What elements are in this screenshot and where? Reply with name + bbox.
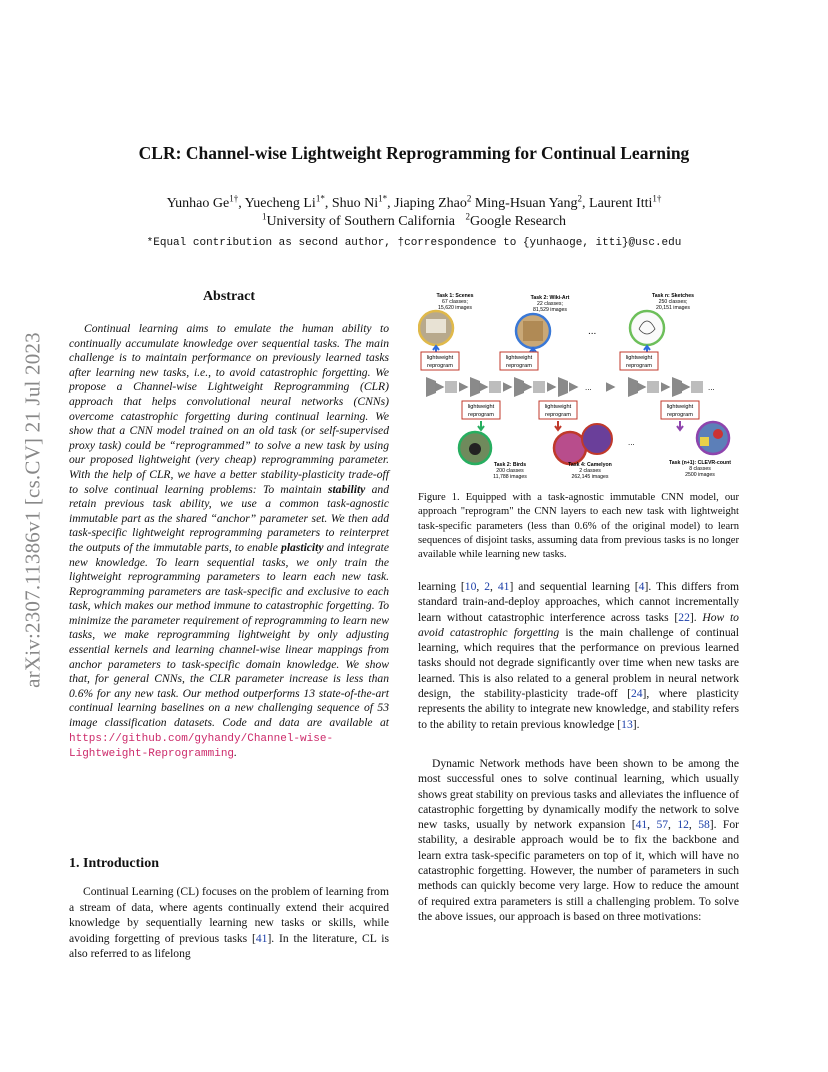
citation[interactable]: 41 (255, 931, 268, 945)
layer-icon (470, 377, 480, 397)
affiliation-name: Google Research (470, 214, 567, 229)
text-run: ], where plasticity represents the ability to integrate new knowledge, and stability refers to the ability to retain previous knowledge [ (418, 687, 739, 731)
task-classes: 8 classes (689, 466, 711, 472)
task-classes: 2 classes (579, 468, 601, 474)
equal-contribution-note: *Equal contribution as second author, †correspondence to {yunhaoge, itti}@usc.edu (146, 237, 682, 249)
citation[interactable]: 13 (621, 717, 633, 731)
text-run: , (476, 580, 485, 593)
lock-icon (691, 381, 703, 393)
task-title: Task 1: Scenes (436, 293, 474, 299)
box-line-1: lightweight (467, 404, 495, 410)
task-title: Task 2: Wiki-Art (530, 295, 570, 301)
bird-shape-icon (469, 443, 481, 455)
task-images: 2500 images (685, 472, 715, 478)
box-line-2: reprogram (667, 412, 693, 418)
text-run: , (668, 818, 678, 832)
task-images: 81,529 images (532, 307, 568, 313)
layer-icon (514, 377, 524, 397)
introduction-paragraph (69, 884, 389, 962)
code-link[interactable]: https://github.com/gyhandy/Channel-wise-Lightweight-Reprogramming (69, 732, 334, 761)
lightweight-reprogram-box (620, 352, 658, 370)
affiliation-superscript: 2 (465, 211, 471, 222)
lightweight-reprogram-box (421, 352, 459, 370)
scene-window-icon (426, 319, 446, 333)
box-line-2: reprogram (506, 363, 532, 369)
author-superscript: 1† (652, 193, 662, 204)
affiliation-superscript: 1 (261, 211, 267, 222)
figure-1-diagram (418, 289, 739, 485)
layer-icon (426, 377, 436, 397)
author-superscript: 2 (577, 193, 583, 204)
abstract-bold-stability: stability (327, 482, 366, 496)
citation[interactable]: 41 (497, 580, 510, 593)
text-run: ] and sequential learning [ (509, 580, 639, 593)
text-run: learning [ (418, 580, 465, 593)
right-column-paragraph-1 (418, 579, 739, 732)
task-classes: 22 classes; (537, 301, 563, 307)
lock-icon (647, 381, 659, 393)
affiliation-list (0, 211, 828, 230)
author-name: Yunhao Ge (166, 196, 230, 211)
arrow-down-icon (478, 421, 484, 430)
lightweight-reprogram-box (462, 401, 500, 419)
task-classes: 67 classes; (442, 299, 468, 305)
abstract-part-4: . (234, 746, 237, 760)
italic-phrase: How to avoid catastrophic forgetting (418, 610, 739, 639)
text-run: ]. (689, 610, 703, 624)
task-label-top-1 (436, 293, 473, 311)
citation[interactable]: 57 (656, 818, 669, 832)
clevr-sphere-icon (713, 429, 723, 439)
box-line-2: reprogram (545, 412, 571, 418)
task-images: 15,620 images (437, 305, 473, 311)
task-label-top-2 (531, 295, 570, 313)
task-label-bottom-1 (493, 462, 527, 480)
affiliation-name: University of Southern California (266, 214, 456, 229)
arrow-down-icon (555, 421, 561, 430)
paper-title: CLR: Channel-wise Lightweight Reprogramming for Continual Learning (138, 143, 690, 163)
author-superscript: 1* (315, 193, 325, 204)
sketch-image-icon (630, 311, 664, 345)
abstract-part-3: and integrate new knowledge. To learn sequential tasks, we only train the lightweight reprogramming parameters to learn each new task. Reprogramming parameters are task-specific and exclusive to each task, which makes our method immune to catastrophic forgetting. To minimize the parameter requirement of reprogramming to learn new tasks, we make reprogramming lightweight by only adjusting essential kernels and learning channel-wise linear mappings from anchor parameters to task-specific domain knowledge. We show that, for general CNNs, the CLR parameter increase is less than 0.6% for any new task. Our method outperforms 13 state-of-the-art continual learning baselines on a new challenging sequence of 53 image classification datasets. Code and data are available at (69, 540, 390, 730)
task-classes: 200 classes (496, 468, 524, 474)
author-superscript: 1† (229, 193, 239, 204)
right-column-paragraph-2 (418, 756, 739, 924)
task-classes: 250 classes; (658, 299, 688, 305)
arxiv-id-text: arXiv:2307.11386v1 [cs.CV] 21 Jul 2023 (20, 332, 45, 688)
abstract-part-1: Continual learning aims to emulate the human ability to continually accumulate knowledge over sequential tasks. The main challenge is to maintain performance on previously learned tasks after learning new tasks, i.e., to avoid catastrophic forgetting. We propose a Channel-wise Lightweight Reprogramming (CLR) approach that helps convolutional neural networks (CNNs) overcome catastrophic forgetting during continual learning. We show that a CNN model trained on an old task (or self-supervised proxy task) could be “reprogrammed” to solve a new task by using our proposed lightweight (very cheap) reprogramming parameter. With the help of CLR, we have a better stability-plasticity trade-off to solve continual learning problems: To maintain (69, 322, 389, 496)
lock-icon (445, 381, 457, 393)
abstract-text (69, 322, 389, 762)
task-images: 262,145 images (571, 474, 609, 480)
author-name: Laurent Itti (589, 196, 653, 211)
text-run: ]. (632, 717, 640, 731)
arxiv-identifier-sidebar (8, 290, 58, 730)
box-line-2: reprogram (468, 412, 494, 418)
box-line-1: lightweight (666, 404, 694, 410)
author-name: Jiaping Zhao (394, 196, 467, 211)
citation[interactable]: 10 (464, 580, 477, 593)
box-line-1: lightweight (426, 355, 454, 361)
arrow-down-icon (677, 421, 683, 430)
author-superscript: 1* (378, 193, 388, 204)
citation[interactable]: 41 (635, 818, 648, 832)
author-superscript: 2 (466, 193, 472, 204)
task-title: Task n: Sketches (652, 293, 694, 299)
text-run: , (688, 818, 699, 832)
author-name: Yuecheng Li (244, 196, 316, 211)
task-label-top-n (652, 293, 694, 311)
citation[interactable]: 4 (638, 580, 645, 593)
lightweight-reprogram-box (500, 352, 538, 370)
intro-part-1: Continual Learning (CL) focuses on the problem of learning from a stream of data, where agents continually extend their acquired knowledge by sequentially learning new tasks or skills, while avoiding forgetting of previous tasks [ (69, 885, 389, 945)
lightweight-reprogram-box (661, 401, 699, 419)
task-label-bottom-2 (568, 462, 612, 480)
abstract-heading: Abstract (202, 289, 256, 304)
ellipsis: ... (588, 326, 597, 337)
author-separator: , (324, 196, 332, 211)
task-label-bottom-n (669, 460, 731, 478)
layer-icon (672, 377, 682, 397)
citation[interactable]: 12 (677, 818, 689, 832)
lightweight-reprogram-box (539, 401, 577, 419)
author-name: Shuo Ni (331, 196, 379, 211)
author-name: Ming-Hsuan Yang (474, 196, 578, 211)
camelyon-image-icon (582, 424, 612, 454)
ellipsis: ... (585, 383, 592, 392)
task-title: Task (n+1): CLEVR-count (668, 460, 732, 466)
abstract-bold-plasticity: plasticity (281, 540, 324, 554)
text-run: Dynamic Network methods have been shown to be among the most successful ones to solve continual learning, which usually shows great stability on previous tasks and alleviates the influence of catastrophic forgetting by dynamically modify the network to solve new tasks, usually by network expansion [ (418, 757, 739, 832)
citation[interactable]: 2 (484, 580, 491, 593)
author-separator: , (238, 196, 245, 211)
author-separator: , (387, 196, 395, 211)
citation[interactable]: 22 (678, 610, 690, 624)
layer-icon (558, 377, 568, 397)
cnn-layer-chain (426, 377, 715, 397)
task-title: Task 2: Birds (493, 462, 527, 468)
box-line-2: reprogram (427, 363, 453, 369)
intro-part-2: ]. In the literature, CL is also referred to as lifelong (69, 931, 389, 961)
task-images: 11,788 images (493, 474, 527, 480)
introduction-heading: 1. Introduction (69, 856, 159, 871)
text-run: ]. For stability, a desirable approach would be to fix the backbone and learn extra task-specific parameters on top of it, which will have no catastrophic forgetting. However, the number of parameters in such methods can quickly become very large. How to reduce the amount of required extra parameters is still a challenging problem. To solve the above issues, our approach is based on three motivations: (418, 818, 740, 923)
affiliation-separator (455, 214, 466, 229)
text-run: , (647, 818, 657, 832)
figure-1 (418, 289, 739, 485)
text-run: is the main challenge of continual learning, which requires that the performance on previous learned tasks should not degrade significantly over time when new tasks are learned. This is also related to a general problem in neural network design, the stability-plasticity trade-off [ (418, 625, 740, 701)
citation[interactable]: 58 (698, 818, 710, 832)
text-run: , (490, 580, 498, 593)
task-images: 20,151 images (655, 305, 691, 311)
box-line-2: reprogram (626, 363, 652, 369)
box-line-1: lightweight (625, 355, 653, 361)
layer-icon (628, 377, 638, 397)
ellipsis: ... (628, 438, 635, 447)
art-canvas-icon (523, 321, 543, 341)
lock-icon (533, 381, 545, 393)
clevr-cube-icon (700, 437, 709, 446)
lock-icon (489, 381, 501, 393)
ellipsis: ... (708, 383, 715, 392)
author-separator: , (582, 196, 590, 211)
box-line-1: lightweight (505, 355, 533, 361)
citation[interactable]: 24 (630, 687, 643, 701)
author-list (0, 193, 828, 212)
box-line-1: lightweight (544, 404, 572, 410)
text-run: ]. This differs from standard train-and-deploy approaches, which cannot incrementally learn without catastrophic interference across tasks [ (418, 580, 740, 624)
abstract-part-2: and retain previous task ability, we use a common task-agnostic immutable part as the shared “anchor” parameter set. We then add task-specific lightweight reprogramming parameters to reinterpret the outputs of the immutable parts, to enable (69, 482, 389, 554)
figure-caption: Figure 1. Equipped with a task-agnostic immutable CNN model, our approach "reprogram" the CNN layers to each new task with lightweight task-specific parameters (less than 0.6% of the original model) to learn sequences of disjoint tasks, assuming data from previous tasks is no longer available while learning new tasks. (418, 492, 739, 561)
task-title: Task 4: Camelyon (568, 462, 612, 468)
